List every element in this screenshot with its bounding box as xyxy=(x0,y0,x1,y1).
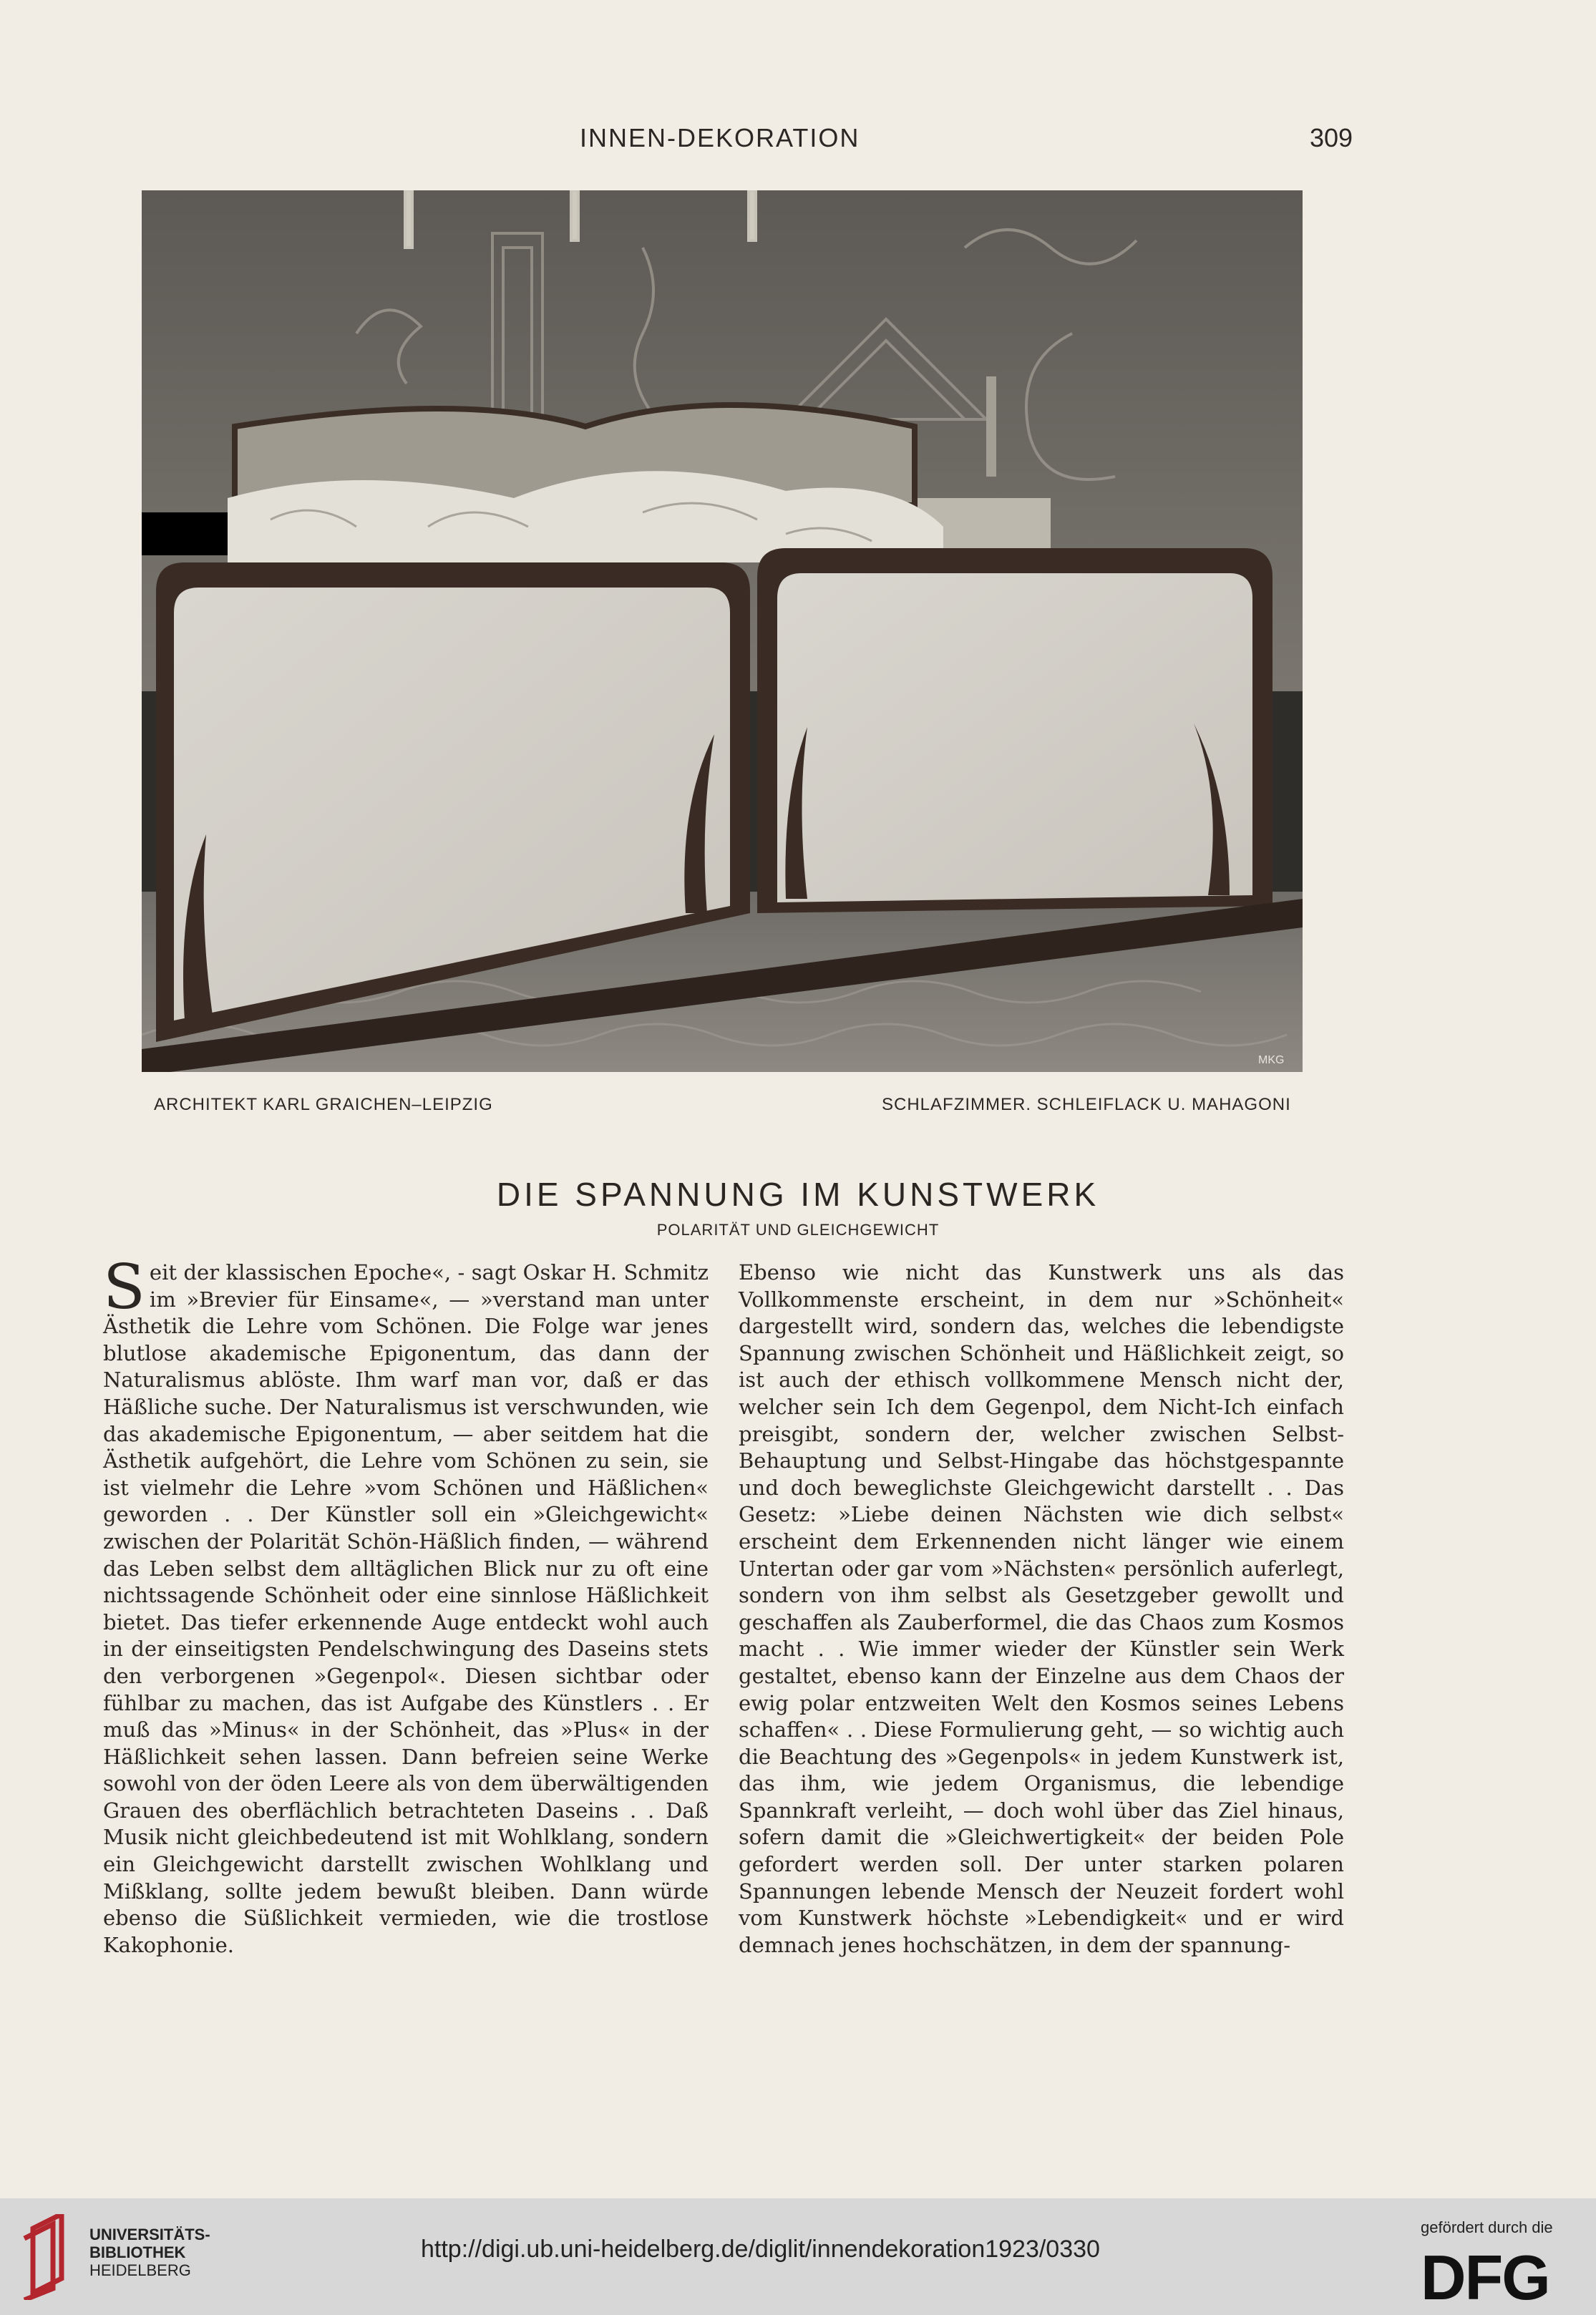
bedroom-photograph xyxy=(142,190,1303,1072)
right-column-text: Ebenso wie nicht das Kunstwerk uns als das Vollkommenste erscheint, in dem nur »Schönheit« dargestellt wird, sondern das, welches die lebendigste Spannung zwischen Schönheit und Häßlichkeit zeigt, so ist auch der ethisch vollkommene Mensch nicht der, welcher sein Ich dem Gegenpol, dem Nicht-Ich einfach preisgibt, sondern der, welcher zwischen Selbst-Behauptung und Selbst-Hingabe das höchstgespannte und doch beweglichste Gleichgewicht darstellt . . Das Gesetz: »Liebe deinen Nächsten wie dich selbst« erscheint dem Erkennenden nicht länger wie einem Untertan oder gar vom »Nächsten« persönlich auferlegt, sondern von ihm selbst als Gesetzgeber gewollt und geschaffen als Zauberformel, die das Chaos zum Kosmos macht . . Wie immer wieder der Künstler sein Werk gestaltet, ebenso kann der Einzelne aus dem Chaos der ewig polar entzweiten Welt den Kosmos seines Lebens schaffen« . . Diese Formulierung geht, — so wichtig auch die Beachtung des »Gegenpols« in jedem Kunstwerk ist, das ihm, wie jedem Organismus, die lebendige Spannkraft verleiht, — doch wohl über das Ziel hinaus, sofern damit die »Gleichwertigkeit« der beiden Pole gefordert werden soll. Der unter starken polaren Spannungen lebende Mensch der Neuzeit fordert wohl vom Kunstwerk höchste »Lebendigkeit« und er wird demnach jenes hochschätzen, in dem der spannung- xyxy=(739,1260,1344,1957)
drop-cap: S xyxy=(103,1252,145,1323)
library-logo-icon[interactable] xyxy=(19,2214,83,2303)
text-column-left xyxy=(103,1252,709,1957)
caption-architect: ARCHITEKT KARL GRAICHEN–LEIPZIG xyxy=(154,1095,493,1114)
dfg-logo[interactable]: DFG xyxy=(1421,2242,1549,2313)
library-name[interactable]: UNIVERSITÄTS- BIBLIOTHEK HEIDELBERG xyxy=(89,2226,210,2279)
photographer-monogram: MKG xyxy=(1258,1054,1285,1066)
article-title: DIE SPANNUNG IM KUNSTWERK xyxy=(496,1176,1100,1213)
funding-label: gefördert durch die xyxy=(1421,2218,1553,2236)
left-column-text: eit der klassischen Epoche«, - sagt Oskar H. Schmitz im »Brevier für Einsame«, — »verstand man unter Ästhetik die Lehre vom Schönen. Die Folge war jenes blutlose akademische Epigonentum, das dann der Naturalismus ablöste. Ihm warf man vor, daß er das Häßliche suche. Der Naturalismus ist verschwunden, wie das akademische Epigonentum, — aber seitdem hat die Ästhetik aufgehört, die Lehre vom Schönen zu sein, sie ist vielmehr die Lehre »vom Schönen und Häßlichen« geworden . . Der Künstler soll ein »Gleichgewicht« zwischen der Polarität Schön-Häßlich finden, — während das Leben selbst dem alltäglichen Blick nur zu oft eine nichtssagende Schönheit oder eine sinnlose Häßlichkeit bietet. Das tiefer erkennende Auge entdeckt wohl auch in der einseitigsten Pendelschwingung des Daseins stets den verborgenen »Gegenpol«. Diesen sichtbar oder fühlbar zu machen, das ist Aufgabe des Künstlers . . Er muß das »Minus« in der Schönheit, das »Plus« in der Häßlichkeit sehen lassen. Dann befreien seine Werke sowohl von der öden Leere als von dem überwältigenden Grauen des oberflächlich betrachteten Daseins . . Daß Musik nicht gleichbedeutend ist mit Wohlklang, sondern ein Gleichgewicht darstellt zwischen Wohlklang und Mißklang, sollte jedem bewußt bleiben. Dann würde ebenso die Süßlichkeit vermieden, wie die trostlose Kakophonie. xyxy=(103,1260,709,1957)
source-url-link[interactable]: http://digi.ub.uni-heidelberg.de/diglit/innendekoration1923/0330 xyxy=(421,2236,1100,2263)
running-header-title: INNEN-DEKORATION xyxy=(580,123,860,152)
text-column-right xyxy=(739,1259,1344,1957)
article-subtitle: POLARITÄT UND GLEICHGEWICHT xyxy=(656,1221,940,1239)
caption-room-description: SCHLAFZIMMER. SCHLEIFLACK U. MAHAGONI xyxy=(882,1095,1291,1114)
page-number: 309 xyxy=(1310,123,1353,152)
footer-bar xyxy=(0,2198,1596,2315)
